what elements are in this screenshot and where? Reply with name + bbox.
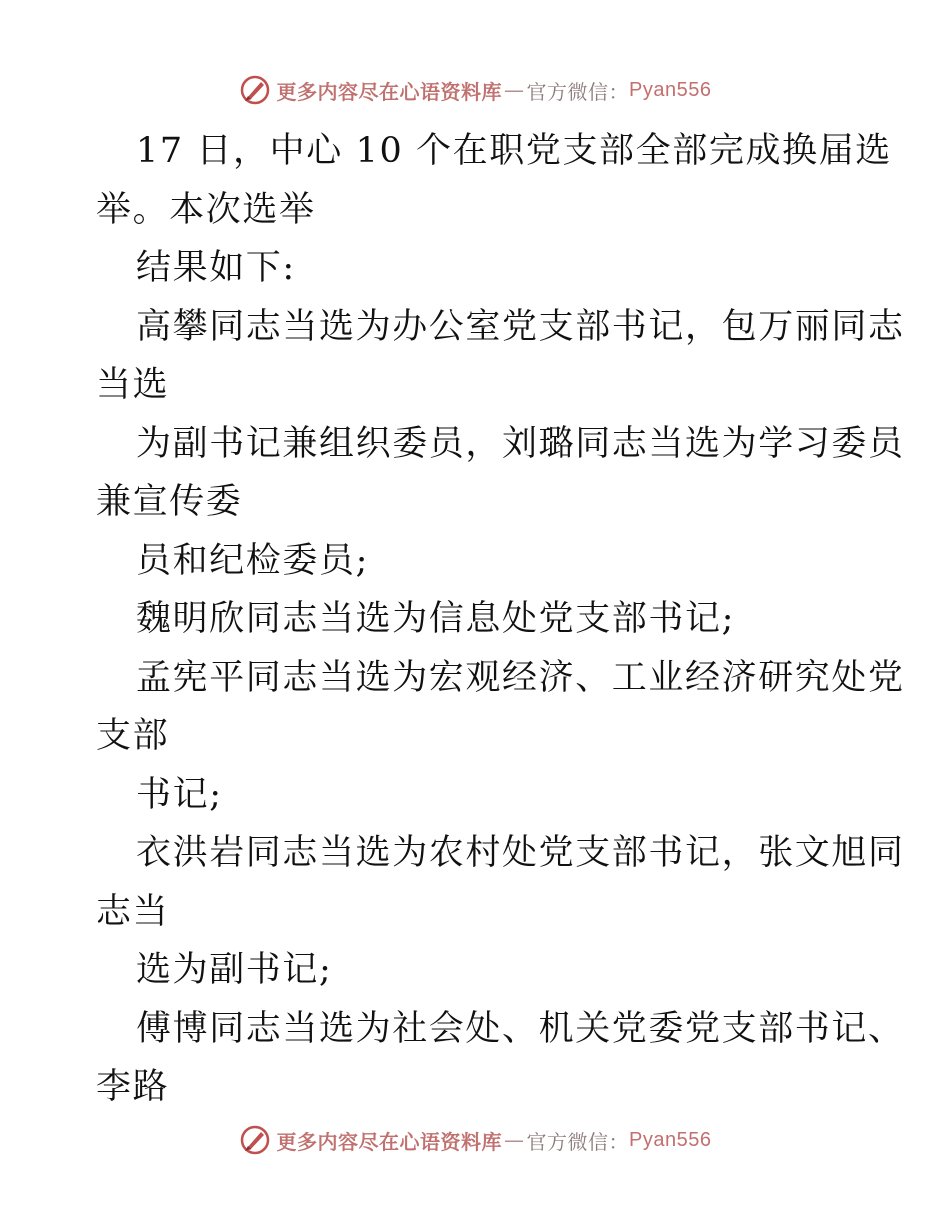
watermark-text (277, 76, 712, 105)
watermark-text (277, 1126, 712, 1155)
watermark-wechat-label: 官方微信： (526, 79, 630, 104)
footer-watermark (0, 1120, 950, 1160)
text-line: 高攀同志当选为办公室党支部书记，包万丽同志 (136, 306, 905, 347)
document-body (96, 122, 905, 1117)
header-watermark (0, 70, 950, 110)
text-line: 衣洪岩同志当选为农村处党支部书记，张文旭同 (136, 833, 905, 873)
text-line: 员和纪检委员; (136, 540, 369, 581)
red-quill-logo-icon (239, 1124, 271, 1156)
watermark-site: 更多内容尽在心语资料库 (276, 79, 503, 104)
watermark-site: 更多内容尽在心语资料库 (276, 1129, 503, 1154)
red-quill-logo-icon (239, 74, 271, 106)
text-line: 书记; (136, 774, 223, 815)
text-line: 李路 (96, 1067, 170, 1107)
watermark-wechat-id: Pyan556 (629, 1128, 712, 1151)
watermark-wechat-id: Pyan556 (629, 78, 712, 101)
text-line: 为副书记兼组织委员，刘璐同志当选为学习委员 (136, 423, 905, 464)
watermark-separator: — (504, 1128, 525, 1152)
text-line: 魏明欣同志当选为信息处党支部书记; (136, 599, 735, 639)
watermark-separator: — (504, 78, 525, 102)
text-line: 结果如下: (136, 248, 296, 288)
text-line: 17 日，中心 10 个在职党支部全部完成换届选 (136, 131, 892, 171)
text-line: 当选 (96, 365, 170, 405)
text-line: 孟宪平同志当选为宏观经济、工业经济研究处党 (136, 657, 905, 698)
text-line: 志当 (96, 891, 170, 932)
text-line: 选为副书记; (136, 950, 333, 990)
text-line: 兼宣传委 (96, 482, 243, 522)
watermark-wechat-label: 官方微信： (526, 1129, 630, 1154)
text-line: 举。本次选举 (96, 189, 316, 230)
text-line: 傅博同志当选为社会处、机关党委党支部书记、 (136, 1008, 905, 1049)
text-line: 支部 (96, 716, 170, 756)
